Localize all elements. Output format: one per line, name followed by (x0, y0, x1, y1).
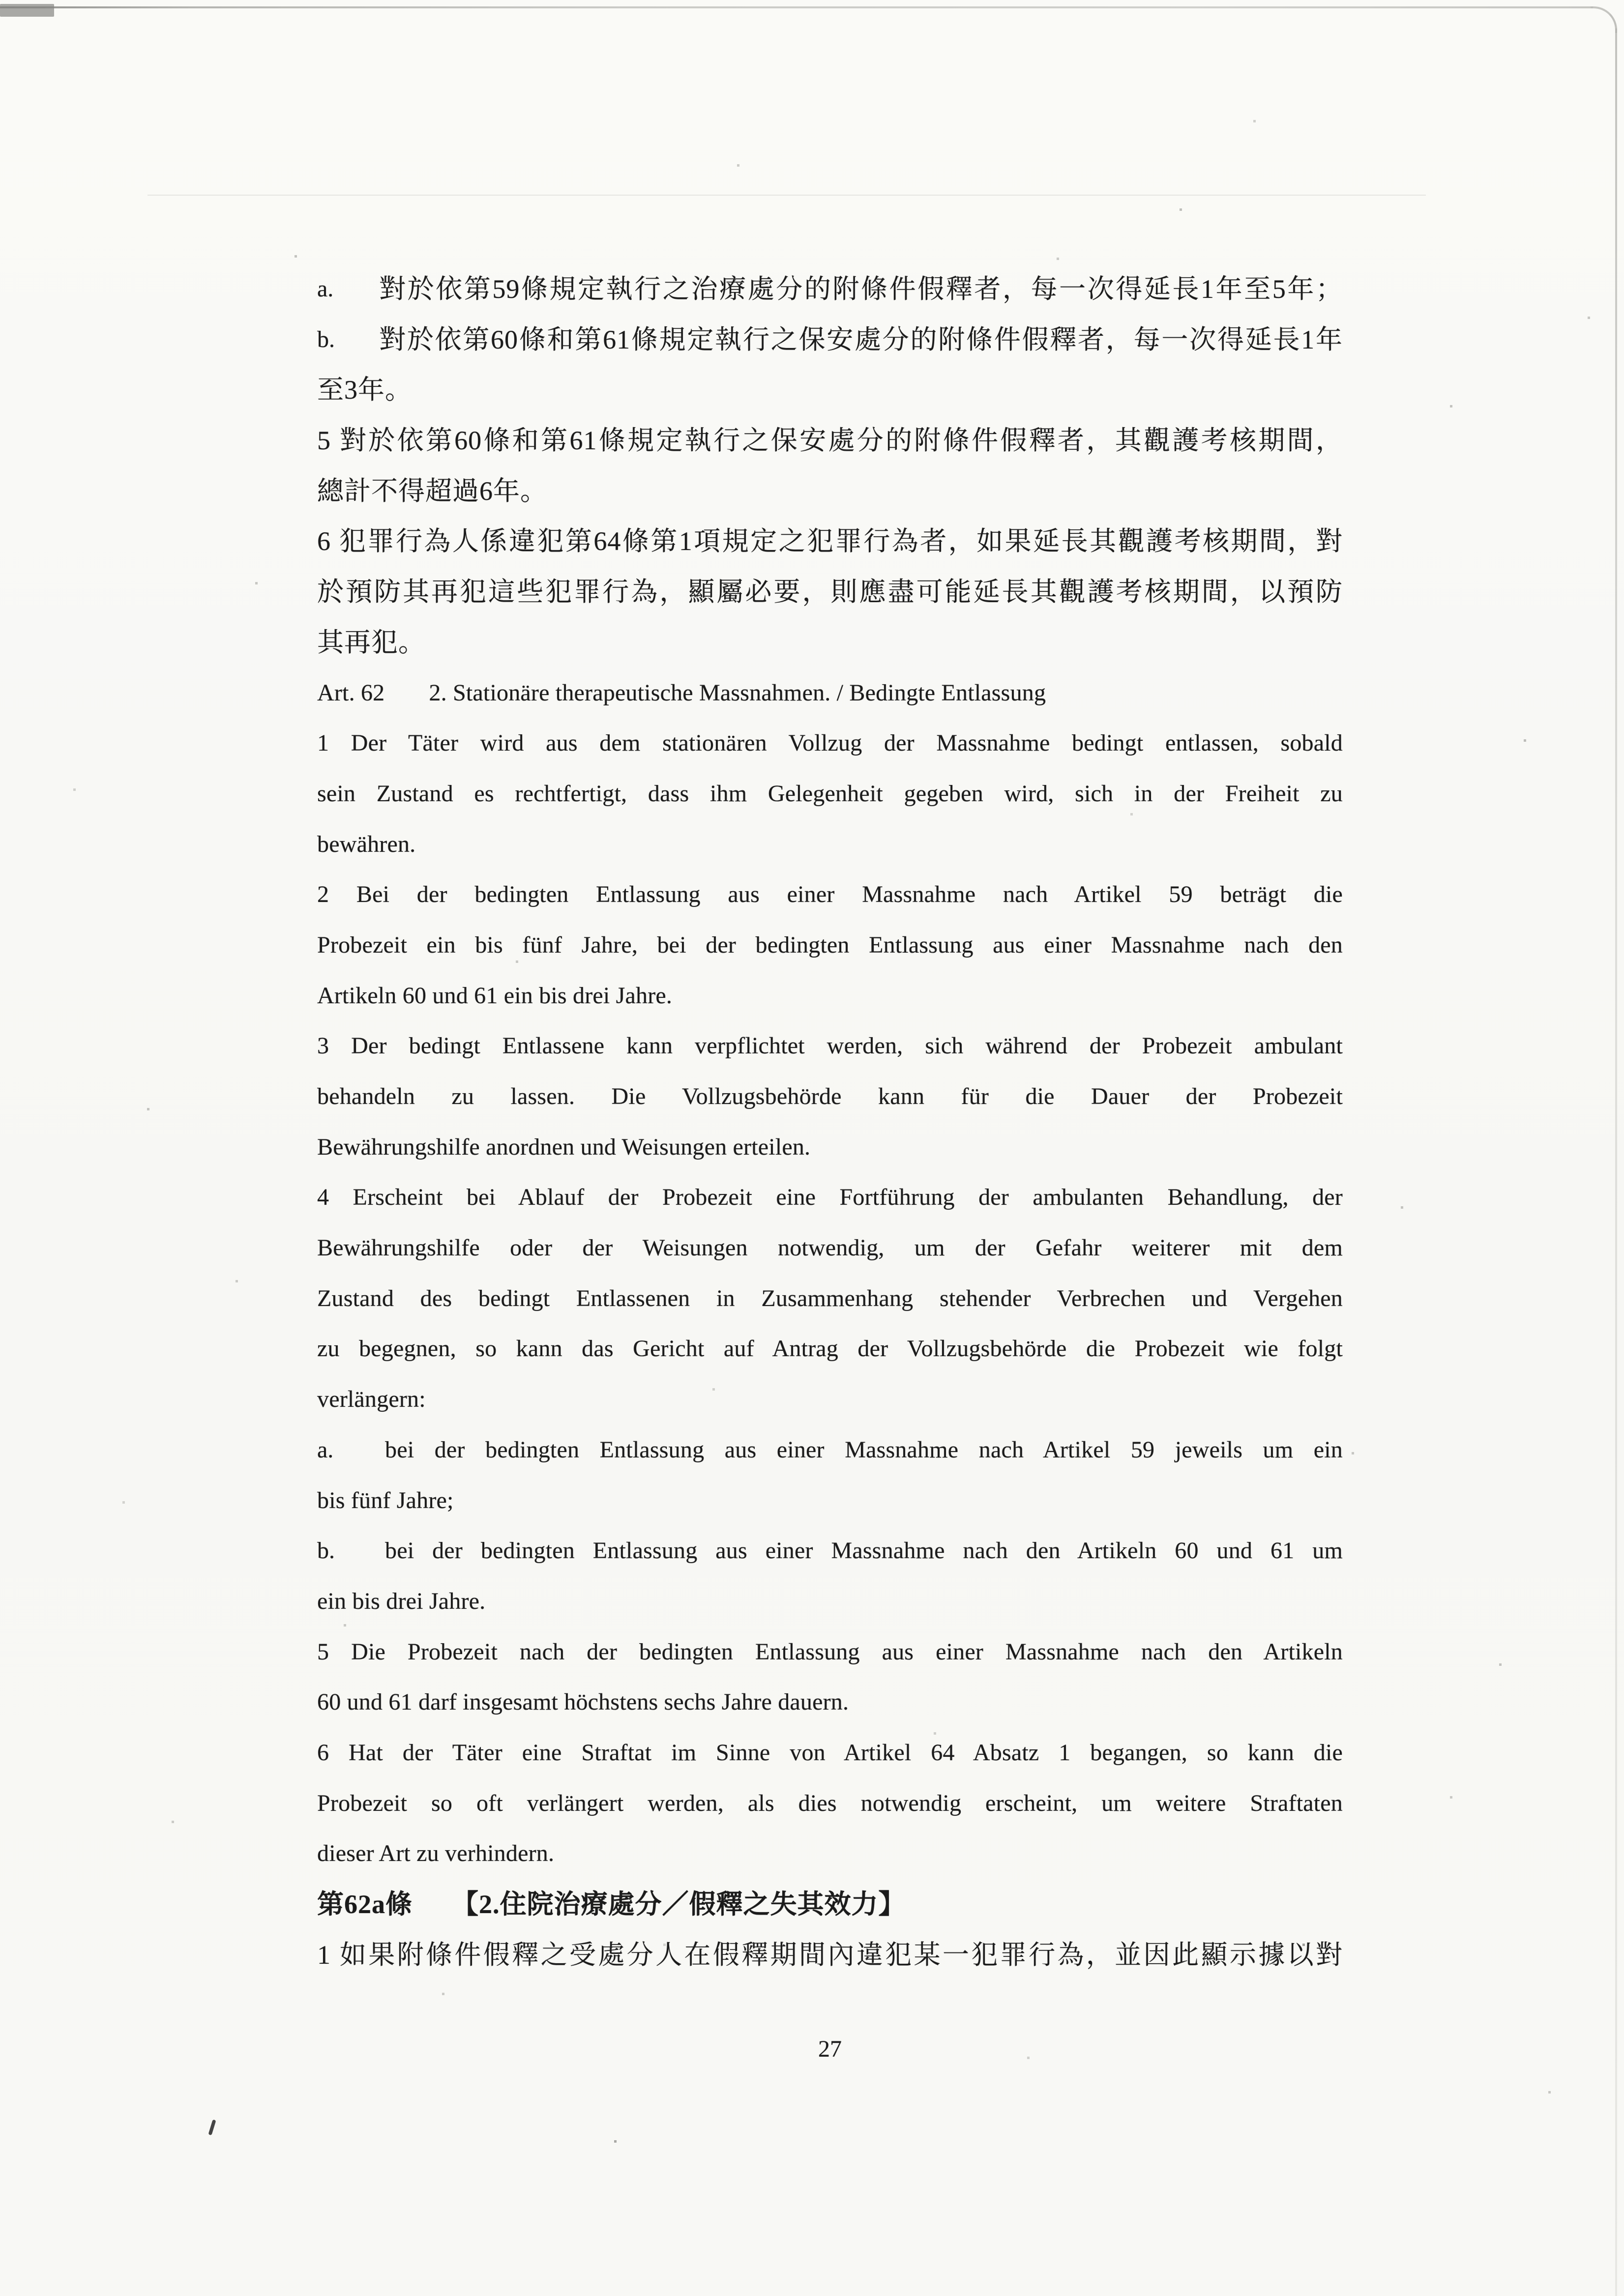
de-list-item-a-line1 (317, 1425, 1343, 1476)
zh-para5-line2: 總計不得超過6年。 (317, 476, 547, 506)
text-line: bei der bedingten Entlassung aus einer Massnahme nach Artikel 59 jeweils um ein (385, 1436, 1343, 1463)
de-para5-line1: 5 Die Probezeit nach der bedingten Entlassung aus einer Massnahme nach den Artikeln (317, 1638, 1343, 1665)
scan-artifact-top-left (0, 4, 54, 17)
list-label-a: a. (317, 276, 334, 302)
text-line: 對於依第59條規定執行之治療處分的附條件假釋者，每一次得延長1年至5年； (379, 274, 1343, 304)
de-para4-line2: Bewährungshilfe oder der Weisungen notwendig, um der Gefahr weiterer mit dem (317, 1235, 1343, 1261)
de-para6-line3: dieser Art zu verhindern. (317, 1840, 555, 1867)
zh-para6-line3: 其再犯。 (317, 627, 425, 657)
zh-para5-line1: 5 對於依第60條和第61條規定執行之保安處分的附條件假釋者，其觀護考核期間， (317, 426, 1343, 456)
de-para1-line2: sein Zustand es rechtfertigt, dass ihm Gelegenheit gegeben wird, sich in der Freiheit zu (317, 780, 1343, 807)
de-para2-line2: Probezeit ein bis fünf Jahre, bei der bedingten Entlassung aus einer Massnahme nach den (317, 931, 1343, 958)
de-para4-line5: verlängern: (317, 1386, 426, 1413)
zh-list-item-b-line2: 至3年。 (317, 375, 412, 405)
text-block (317, 264, 1343, 1980)
zh-list-item-a (317, 264, 1343, 315)
de-list-item-b-line1 (317, 1526, 1343, 1576)
scan-noise-specks (0, 0, 1, 1)
text-line: bei der bedingten Entlassung aus einer Massnahme nach den Artikeln 60 und 61 um (385, 1538, 1343, 1564)
zh-para6-line1: 6 犯罪行為人係違犯第64條第1項規定之犯罪行為者，如果延長其觀護考核期間，對 (317, 526, 1343, 556)
de-list-item-b-line2: ein bis drei Jahre. (317, 1588, 486, 1614)
de-para6-line1: 6 Hat der Täter eine Straftat im Sinne von Artikel 64 Absatz 1 begangen, so kann die (317, 1739, 1343, 1766)
zh-para6-line2: 於預防其再犯這些犯罪行為，顯屬必要，則應盡可能延長其觀護考核期間，以預防 (317, 577, 1343, 607)
de-para3-line3: Bewährungshilfe anordnen und Weisungen erteilen. (317, 1133, 811, 1160)
list-label-a: a. (317, 1436, 334, 1463)
scan-edge-right (1615, 29, 1617, 2296)
zh-list-item-b-line1 (317, 315, 1343, 365)
scan-edge-top-right-corner (1591, 6, 1617, 33)
page-number: 27 (818, 2036, 842, 2062)
de-para4-line4: zu begegnen, so kann das Gericht auf Antrag der Vollzugsbehörde die Probezeit wie folgt (317, 1336, 1343, 1362)
stray-pen-mark (208, 2120, 216, 2136)
de-list-item-a-line2: bis fünf Jahre; (317, 1487, 454, 1513)
de-para4-line3: Zustand des bedingt Entlassenen in Zusammenhang stehender Verbrechen und Vergehen (317, 1285, 1343, 1311)
de-para3-line2: behandeln zu lassen. Die Vollzugsbehörde kann für die Dauer der Probezeit (317, 1083, 1343, 1109)
zh-62a-para-line1: 1 如果附條件假釋之受處分人在假釋期間內違犯某一犯罪行為，並因此顯示據以對 (317, 1940, 1343, 1970)
article-title: 2. Stationäre therapeutische Massnahmen. / Bedingte Entlassung (429, 679, 1046, 706)
list-label-b: b. (317, 1538, 335, 1564)
de-para2-line1: 2 Bei der bedingten Entlassung aus einer Massnahme nach Artikel 59 beträgt die (317, 881, 1343, 908)
de-para5-line2: 60 und 61 darf insgesamt höchstens sechs Jahre dauern. (317, 1689, 849, 1715)
text-line: 對於依第60條和第61條規定執行之保安處分的附條件假釋者，每一次得延長1年 (379, 324, 1343, 354)
de-para4-line1: 4 Erscheint bei Ablauf der Probezeit eine Fortführung der ambulanten Behandlung, der (317, 1184, 1343, 1211)
article-title: 【2.住院治療處分／假釋之失其效力】 (452, 1889, 906, 1919)
article-number: Art. 62 (317, 679, 385, 706)
scan-edge-top (0, 6, 1593, 8)
article-62a-heading (317, 1879, 1343, 1930)
article-number: 第62a條 (317, 1889, 413, 1919)
de-para3-line1: 3 Der bedingt Entlassene kann verpflichtet werden, sich während der Probezeit ambulant (317, 1033, 1343, 1059)
scan-artifact-faint-line (148, 195, 1426, 196)
article-62-heading (317, 668, 1343, 719)
de-para2-line3: Artikeln 60 und 61 ein bis drei Jahre. (317, 982, 673, 1009)
de-para6-line2: Probezeit so oft verlängert werden, als dies notwendig erscheint, um weitere Straftaten (317, 1790, 1343, 1816)
de-para1-line1: 1 Der Täter wird aus dem stationären Vollzug der Massnahme bedingt entlassen, sobald (317, 730, 1343, 756)
list-label-b: b. (317, 326, 335, 352)
de-para1-line3: bewähren. (317, 831, 416, 857)
